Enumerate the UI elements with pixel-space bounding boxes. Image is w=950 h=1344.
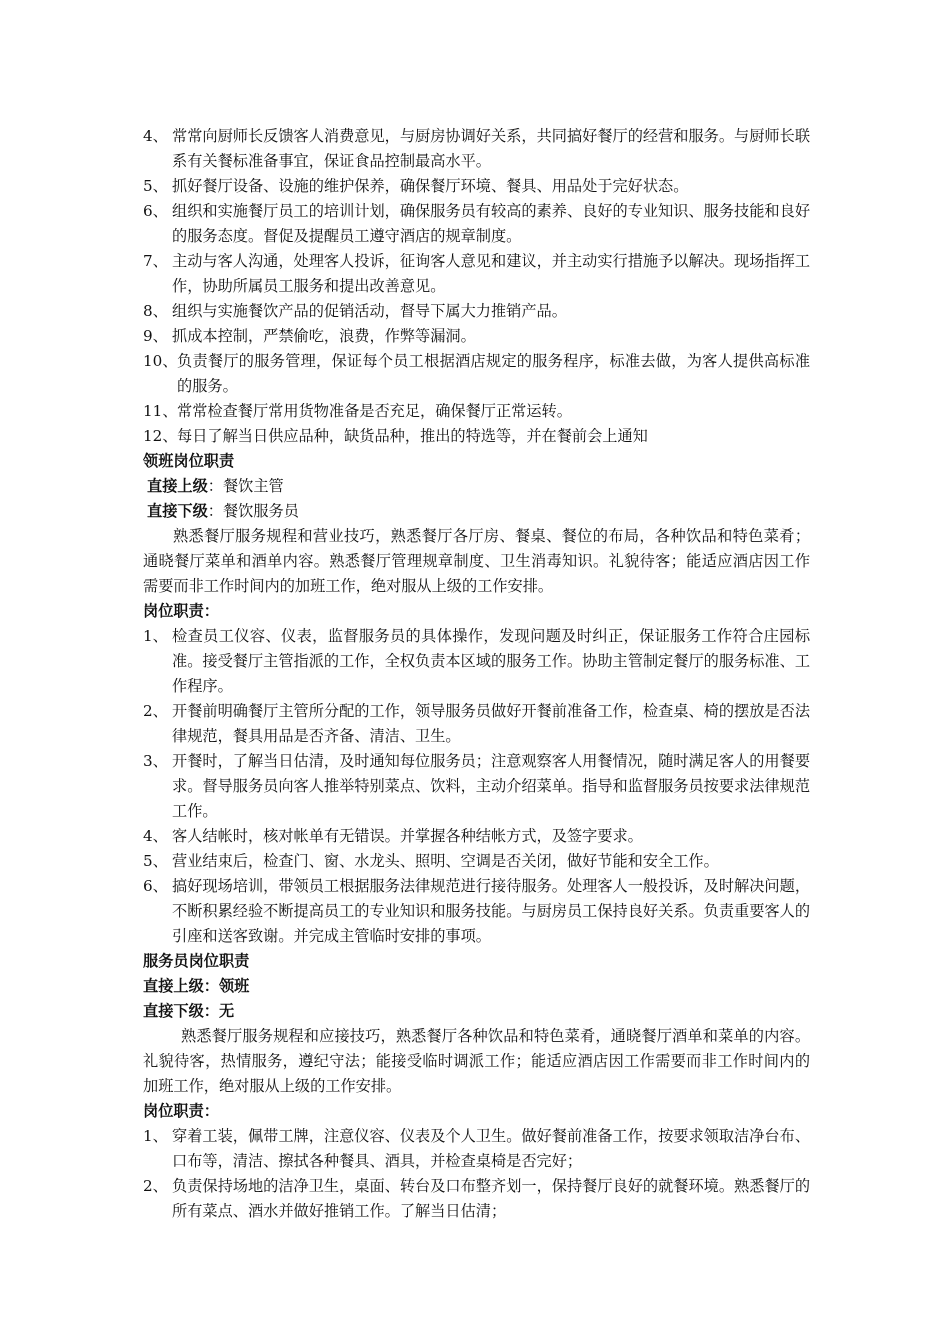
item-number: 12、 <box>143 427 178 445</box>
item-number: 6、 <box>143 877 168 895</box>
intro-paragraph: 熟悉餐厅服务规程和营业技巧，熟悉餐厅各厅房、餐桌、餐位的布局，各种饮品和特色菜肴；通晓餐厅菜单和酒单内容。熟悉餐厅管理规章制度、卫生消毒知识。礼貌待客；能适应酒店因工作需要而非工作时间内的加班工作，绝对服从上级的工作安排。 <box>143 527 810 595</box>
field-value: ：领班 <box>203 977 250 995</box>
list-item <box>143 349 810 399</box>
item-number: 8、 <box>143 302 168 320</box>
list-item <box>143 424 810 449</box>
item-text: 常常检查餐厅常用货物准备是否充足，确保餐厅正常运转。 <box>177 402 572 420</box>
list-item <box>143 174 810 199</box>
item-number: 4、 <box>143 127 168 145</box>
field-value: ：餐饮服务员 <box>207 502 299 520</box>
item-number: 3、 <box>143 752 168 770</box>
item-number: 6、 <box>143 202 168 220</box>
intro-paragraph: 熟悉餐厅服务规程和应接技巧，熟悉餐厅各种饮品和特色菜肴，通晓餐厅酒单和菜单的内容。礼貌待客，热情服务，遵纪守法；能接受临时调派工作；能适应酒店因工作需要而非工作时间内的加班工作，绝对服从上级的工作安排。 <box>143 1027 810 1095</box>
subordinate-field <box>143 999 810 1024</box>
list-item <box>143 874 810 949</box>
item-text: 主动与客人沟通，处理客人投诉，征询客人意见和建议，并主动实行措施予以解决。现场指挥工作，协助所属员工服务和提出改善意见。 <box>172 252 810 295</box>
list-item <box>143 124 810 174</box>
list-item <box>143 699 810 749</box>
list-item <box>143 324 810 349</box>
superior-field <box>143 974 810 999</box>
section-title: 领班岗位职责 <box>143 452 235 470</box>
item-text: 营业结束后，检查门、窗、水龙头、照明、空调是否关闭，做好节能和安全工作。 <box>172 852 719 870</box>
list-item <box>143 249 810 299</box>
list-item <box>143 399 810 424</box>
duties-title: 岗位职责： <box>143 602 219 620</box>
list-item <box>143 299 810 324</box>
item-number: 4、 <box>143 827 168 845</box>
item-text: 客人结帐时，核对帐单有无错误。并掌握各种结帐方式，及签字要求。 <box>172 827 643 845</box>
item-number: 5、 <box>143 177 168 195</box>
item-text: 负责餐厅的服务管理，保证每个员工根据酒店规定的服务程序，标准去做，为客人提供高标准的服务。 <box>177 352 810 395</box>
item-text: 组织与实施餐饮产品的促销活动，督导下属大力推销产品。 <box>172 302 567 320</box>
item-text: 每日了解当日供应品种，缺货品种，推出的特选等，并在餐前会上通知 <box>177 427 648 445</box>
list-item <box>143 199 810 249</box>
field-label: 直接下级 <box>143 1002 204 1020</box>
subordinate-field <box>143 499 810 524</box>
item-number: 1、 <box>143 1127 168 1145</box>
list-item <box>143 824 810 849</box>
duties-title: 岗位职责： <box>143 1102 219 1120</box>
list-item <box>143 624 810 699</box>
item-text: 常常向厨师长反馈客人消费意见，与厨房协调好关系，共同搞好餐厅的经营和服务。与厨师长联系有关餐标准备事宜，保证食品控制最高水平。 <box>172 127 810 170</box>
item-text: 负责保持场地的洁净卫生，桌面、转台及口布整齐划一，保持餐厅良好的就餐环境。熟悉餐厅的所有菜点、酒水并做好推销工作。了解当日估清； <box>172 1177 810 1220</box>
item-text: 抓成本控制，严禁偷吃，浪费，作弊等漏洞。 <box>172 327 476 345</box>
item-text: 开餐前明确餐厅主管所分配的工作，领导服务员做好开餐前准备工作，检查桌、椅的摆放是否法律规范，餐具用品是否齐备、清洁、卫生。 <box>172 702 810 745</box>
field-label: 直接上级 <box>143 977 204 995</box>
field-value: ：无 <box>203 1002 235 1020</box>
manager-duty-list <box>143 124 810 449</box>
item-text: 开餐时，了解当日估清，及时通知每位服务员；注意观察客人用餐情况，随时满足客人的用餐要求。督导服务员向客人推举特别菜点、饮料，主动介绍菜单。指导和监督服务员按要求法律规范工作。 <box>172 752 810 820</box>
item-number: 11、 <box>143 402 178 420</box>
item-number: 5、 <box>143 852 168 870</box>
item-number: 2、 <box>143 1177 168 1195</box>
item-text: 组织和实施餐厅员工的培训计划，确保服务员有较高的素养、良好的专业知识、服务技能和良好的服务态度。督促及提醒员工遵守酒店的规章制度。 <box>172 202 810 245</box>
item-number: 2、 <box>143 702 168 720</box>
section-title: 服务员岗位职责 <box>143 952 250 970</box>
field-label: 直接下级 <box>147 502 208 520</box>
item-number: 10、 <box>143 352 178 370</box>
item-text: 搞好现场培训，带领员工根据服务法律规范进行接待服务。处理客人一般投诉，及时解决问题，不断积累经验不断提高员工的专业知识和服务技能。与厨房员工保持良好关系。负责重要客人的引座和送客致谢。并完成主管临时安排的事项。 <box>172 877 810 945</box>
item-text: 穿着工装，佩带工牌，注意仪容、仪表及个人卫生。做好餐前准备工作，按要求领取洁净台布、口布等，清洁、擦拭各种餐具、酒具，并检查桌椅是否完好； <box>172 1127 810 1170</box>
item-text: 检查员工仪容、仪表，监督服务员的具体操作，发现问题及时纠正，保证服务工作符合庄园标准。接受餐厅主管指派的工作，全权负责本区域的服务工作。协助主管制定餐厅的服务标准、工作程序。 <box>172 627 810 695</box>
superior-field <box>143 474 810 499</box>
field-label: 直接上级 <box>147 477 208 495</box>
leader-section <box>143 449 810 949</box>
document-page <box>143 124 810 1224</box>
list-item <box>143 1124 810 1174</box>
waiter-section <box>143 949 810 1224</box>
item-number: 1、 <box>143 627 168 645</box>
item-number: 9、 <box>143 327 168 345</box>
field-value: ：餐饮主管 <box>207 477 284 495</box>
list-item <box>143 849 810 874</box>
list-item <box>143 1174 810 1224</box>
list-item <box>143 749 810 824</box>
item-text: 抓好餐厅设备、设施的维护保养，确保餐厅环境、餐具、用品处于完好状态。 <box>172 177 689 195</box>
item-number: 7、 <box>143 252 168 270</box>
